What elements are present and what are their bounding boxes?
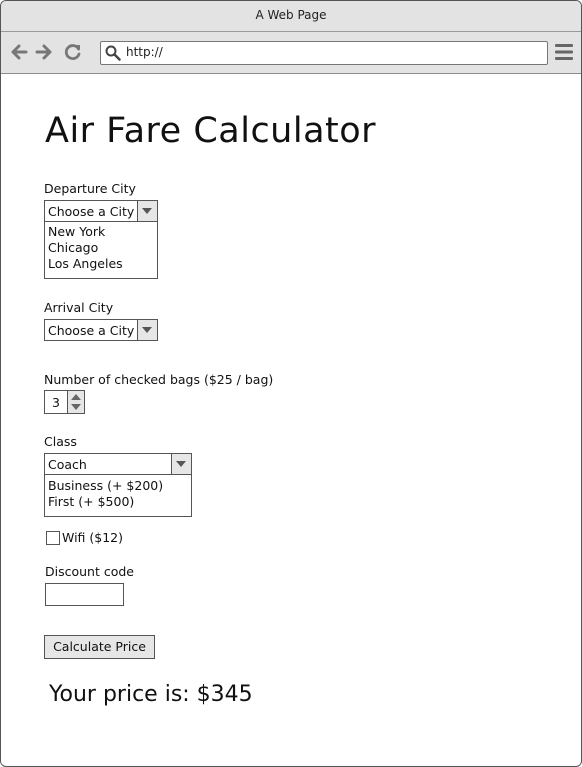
browser-toolbar [1,32,581,74]
forward-arrow-icon[interactable] [34,42,54,62]
wifi-checkbox[interactable] [46,531,60,545]
stepper-arrows-icon[interactable] [67,391,84,413]
option-los-angeles[interactable]: Los Angeles [48,256,123,271]
reload-icon[interactable] [63,42,83,62]
url-text: http:// [126,45,163,59]
window-title: A Web Page [1,1,581,32]
checked-bags-label: Number of checked bags ($25 / bag) [44,372,274,387]
departure-city-label: Departure City [44,181,136,196]
departure-city-value: Choose a City [48,204,135,219]
page-content [1,74,581,766]
discount-code-label: Discount code [45,564,134,579]
chevron-down-icon[interactable] [171,454,191,474]
option-business[interactable]: Business (+ $200) [48,478,164,493]
option-new-york[interactable]: New York [48,224,106,239]
checked-bags-value: 3 [52,395,60,410]
discount-code-input[interactable] [45,583,124,606]
search-icon [105,45,121,61]
chevron-down-icon[interactable] [137,201,157,221]
class-options [44,475,192,517]
checked-bags-stepper[interactable] [44,390,85,414]
class-label: Class [44,434,77,449]
wifi-label: Wifi ($12) [62,530,124,545]
page-title: Air Fare Calculator [45,111,377,151]
class-value: Coach [48,457,87,472]
back-arrow-icon[interactable] [9,42,29,62]
departure-city-select[interactable] [44,200,158,222]
chevron-down-icon[interactable] [137,320,157,340]
address-bar[interactable] [100,41,548,65]
price-result: Your price is: $345 [49,682,253,707]
departure-city-options [44,222,158,279]
arrival-city-select[interactable] [44,319,158,341]
calculate-price-button[interactable]: Calculate Price [44,635,155,659]
arrival-city-label: Arrival City [44,300,114,315]
menu-icon[interactable] [555,44,573,60]
option-chicago[interactable]: Chicago [48,240,99,255]
option-first[interactable]: First (+ $500) [48,494,135,509]
class-select[interactable] [44,453,192,475]
arrival-city-value: Choose a City [48,323,135,338]
